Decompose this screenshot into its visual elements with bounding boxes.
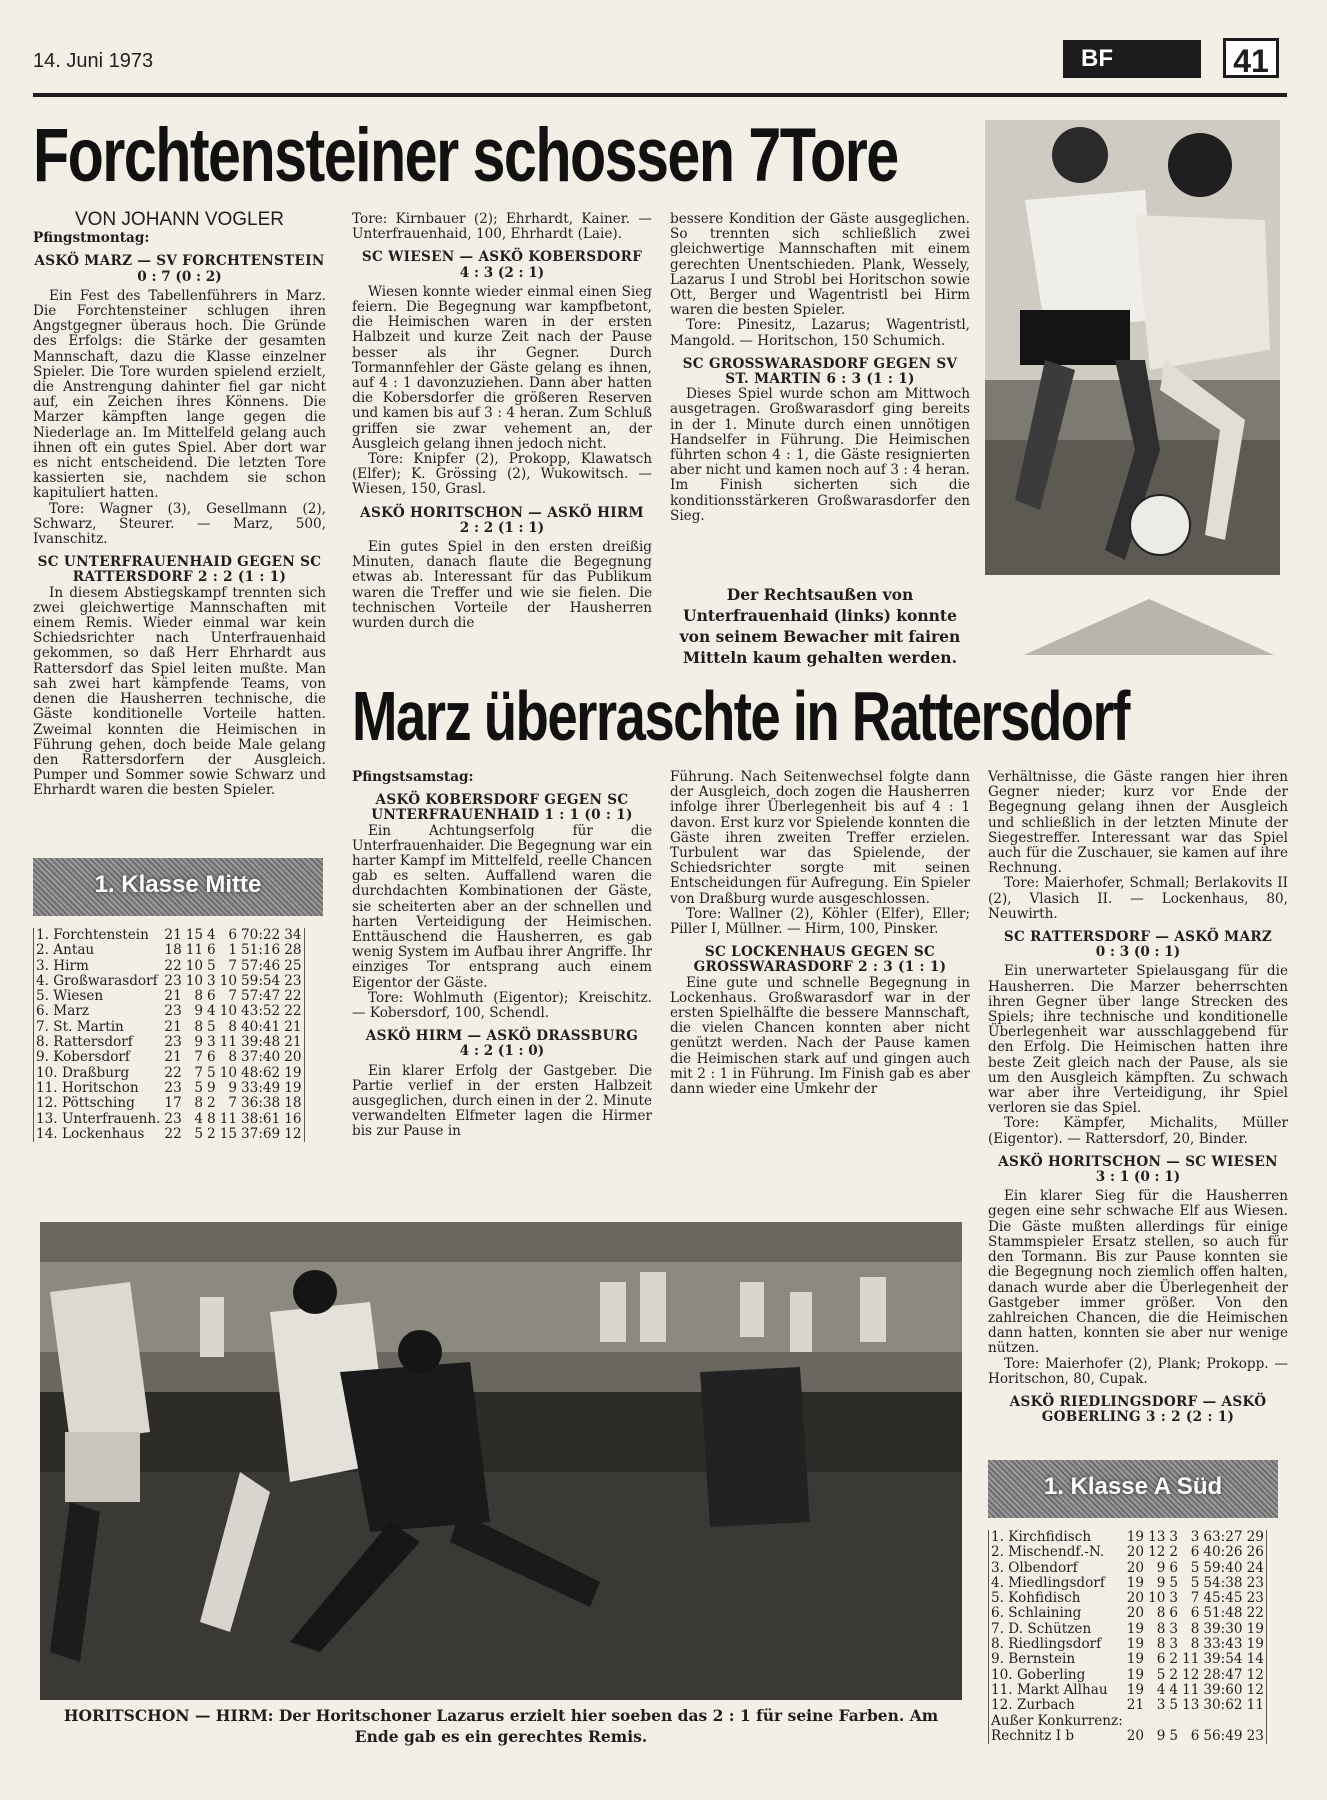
stat-cell: 8 xyxy=(228,1049,238,1066)
stat-cell: 22 xyxy=(284,988,302,1005)
day-label: Pfingstmontag: xyxy=(33,230,150,247)
stat-cell: 14 xyxy=(1246,1651,1264,1668)
table-row xyxy=(34,1035,305,1050)
team-name: 4. Großwarasdorf xyxy=(36,972,158,989)
stat-cell: 43:52 xyxy=(241,1003,281,1020)
stat-cell: 2 xyxy=(1169,1651,1179,1668)
stat-cell: 5 xyxy=(1156,1666,1166,1683)
stat-cell: 39:30 xyxy=(1203,1620,1243,1637)
stat-cell: 21 xyxy=(164,1049,182,1066)
team-name: 8. Rattersdorf xyxy=(36,1034,133,1051)
stat-cell: 5 xyxy=(194,1125,204,1142)
stat-cell: 6 xyxy=(207,942,216,959)
stat-cell: 19 xyxy=(1246,1620,1264,1637)
stat-cell: 18 xyxy=(284,1095,302,1112)
table-row xyxy=(989,1561,1267,1576)
stat-cell: 59:40 xyxy=(1203,1559,1243,1576)
stat-cell: 19 xyxy=(1126,1651,1145,1668)
stat-cell: 4 xyxy=(1156,1681,1166,1698)
stat-cell: 7 xyxy=(228,1095,238,1112)
stat-cell: 6 xyxy=(1190,1727,1200,1744)
stat-cell: 20 xyxy=(1126,1605,1145,1622)
table-row xyxy=(989,1606,1267,1621)
stat-cell: 6 xyxy=(1190,1605,1200,1622)
stat-cell: 19 xyxy=(1126,1529,1145,1545)
team-name: 1. Kirchfidisch xyxy=(991,1529,1092,1545)
match-title: SC GROSSWARASDORF GEGEN SV ST. MARTIN 6 : 3 (1 : 1) xyxy=(682,355,958,388)
table-row xyxy=(989,1591,1267,1606)
stat-cell: 22 xyxy=(164,1125,182,1142)
stat-cell: 6 xyxy=(1169,1559,1179,1576)
stat-cell: 11 xyxy=(1246,1697,1264,1714)
article-paragraph: Führung. Nach Seitenwechsel folgte dann der Ausgleich, doch zogen die Hausherren infolge ihrer Überlegenheit bis auf 4 : 1 davon. Erst kurz vor Spielende konnten die Gäste ihren zweiten Treffer erzielen. Turbulent war das Spielende, der Schiedsrichter sorgte mit seinen Entscheidungen für Aufregung. Ein Spieler von Draßburg wurde ausgeschlossen. xyxy=(670,769,970,907)
standings-table-sued xyxy=(988,1460,1278,1744)
stat-cell: 8 xyxy=(1190,1620,1200,1637)
column-5 xyxy=(670,770,970,1097)
team-name: 1. Forchtenstein xyxy=(36,927,149,943)
table-row xyxy=(989,1545,1267,1560)
stat-cell: 20 xyxy=(1126,1544,1145,1561)
stat-cell: 7 xyxy=(194,1049,204,1066)
scorers-line: Tore: Wallner (2), Köhler (Elfer), Eller; Piller I, Müllner. — Hirm, 100, Pinsker. xyxy=(670,905,970,938)
stat-cell: 5 xyxy=(1169,1574,1179,1591)
table-row xyxy=(989,1637,1267,1652)
stat-cell: 57:46 xyxy=(241,957,281,974)
stat-cell: 8 xyxy=(1156,1636,1166,1653)
stat-cell: 37:40 xyxy=(241,1049,281,1066)
table-row xyxy=(989,1652,1267,1667)
stat-cell: 3 xyxy=(1190,1529,1200,1545)
stat-cell: 19 xyxy=(284,1064,302,1081)
team-name: Außer Konkurrenz: xyxy=(991,1712,1123,1729)
stat-cell: 23 xyxy=(164,1110,182,1127)
stat-cell: 51:16 xyxy=(241,942,281,959)
stat-cell: 13 xyxy=(1148,1529,1166,1545)
team-name: 9. Bernstein xyxy=(991,1651,1076,1668)
stat-cell: 5 xyxy=(1190,1559,1200,1576)
stat-cell: 9 xyxy=(1156,1574,1166,1591)
stat-cell: 3 xyxy=(1169,1620,1179,1637)
stat-cell: 21 xyxy=(284,1018,302,1035)
table-row xyxy=(34,928,305,943)
table-row xyxy=(989,1698,1267,1713)
table-row xyxy=(34,1112,305,1127)
scorers-line: Tore: Maierhofer, Schmall; Berlakovits II (2), Vlasich II. — Lockenhaus, 80, Neuwirth. xyxy=(988,875,1288,922)
table-row xyxy=(34,1127,305,1142)
stat-cell: 8 xyxy=(207,1110,216,1127)
stat-cell: 39:54 xyxy=(1203,1651,1243,1668)
article-paragraph: Wiesen konnte wieder einmal einen Sieg feiern. Die Begegnung war kampfbetont, die Heimischen waren in der ersten Halbzeit und kurze Zeit nach der Pause besser als ihr Gegner. Durch Tormannfehler der Gäste gelang es ihnen, auf 4 : 1 davonzuziehen. Dann aber hatten die Kobersdorfer die größeren Reserven und kamen bis auf 3 : 4 heran. Zum Schluß griffen sie zwar vehement an, der Ausgleich gelang ihnen jedoch nicht. xyxy=(352,283,652,452)
stat-cell: 4 xyxy=(1169,1681,1179,1698)
article-paragraph: Verhältnisse, die Gäste rangen hier ihren Gegner nieder; kurz vor Ende der Begegnung gelang ihnen der Ausgleich und schließlich in der letzten Minute der Siegestreffer. Interessant war das Spiel auch für die Zuschauer, sie kamen auf ihre Rechnung. xyxy=(988,769,1288,877)
table-row xyxy=(989,1668,1267,1683)
masthead-rule xyxy=(33,93,1287,97)
stat-cell: 11 xyxy=(219,1034,238,1051)
table-row xyxy=(34,959,305,974)
stat-cell: 3 xyxy=(1169,1529,1179,1545)
match-result: 4 : 3 (2 : 1) xyxy=(459,264,545,281)
column-2 xyxy=(352,212,652,631)
stat-cell: 5 xyxy=(207,1064,216,1081)
scorers-line: Tore: Kämpfer, Michalits, Müller (Eigentor). — Rattersdorf, 20, Binder. xyxy=(988,1115,1288,1147)
stat-cell: 20 xyxy=(1126,1727,1145,1744)
stat-cell: 36:38 xyxy=(241,1095,281,1112)
stat-cell xyxy=(1180,1714,1201,1729)
table-row xyxy=(34,989,305,1004)
stat-cell: 23 xyxy=(164,1003,182,1020)
stat-cell: 19 xyxy=(1126,1666,1145,1683)
stat-cell xyxy=(1245,1714,1267,1729)
stat-cell: 3 xyxy=(207,1034,216,1051)
stat-cell: 23 xyxy=(164,1079,182,1096)
scorers-line: Tore: Wagner (3), Gesellmann (2), Schwarz, Steurer. — Marz, 500, Ivanschitz. xyxy=(33,500,326,548)
stat-cell: 20 xyxy=(1126,1559,1145,1576)
team-name: 7. D. Schützen xyxy=(991,1620,1092,1637)
article-paragraph: Dieses Spiel wurde schon am Mittwoch ausgetragen. Großwarasdorf ging bereits in der 1. Minute durch einen unnötigen Handselfer in Führung. Die Heimischen führten schon 4 : 1, die Gäste resignierten aber nicht und kamen noch auf 3 : 4 heran. Im Finish sicherten sich die konditionsstärkeren Großwarasdorfer den Sieg. xyxy=(670,386,970,524)
stat-cell: 11 xyxy=(219,1110,238,1127)
stat-cell: 10 xyxy=(185,972,204,989)
stat-cell: 7 xyxy=(194,1064,204,1081)
match-result: 2 : 2 (1 : 1) xyxy=(459,519,545,536)
team-name: 3. Hirm xyxy=(36,957,89,974)
article-paragraph: bessere Kondition der Gäste ausgeglichen. So trennten sich schließlich zwei gleichwertige Mannschaften mit einem gerechten Unentschieden. Plank, Wessely, Lazarus I und Strobl bei Horitschon sowie Ott, Berger und Wagentristl bei Hirm waren die besten Spieler. xyxy=(670,211,970,319)
team-name: 3. Olbendorf xyxy=(991,1559,1078,1576)
stat-cell: 12 xyxy=(1246,1666,1264,1683)
team-name: 6. Marz xyxy=(36,1003,89,1020)
stat-cell: 28:47 xyxy=(1203,1666,1243,1683)
table-row xyxy=(34,1066,305,1081)
stat-cell: 10 xyxy=(219,1064,238,1081)
stat-cell: 23 xyxy=(284,972,302,989)
stat-cell: 39:48 xyxy=(241,1034,281,1051)
table-row xyxy=(989,1714,1267,1729)
stat-cell: 30:62 xyxy=(1203,1697,1243,1714)
stat-cell: 8 xyxy=(228,1018,238,1035)
team-name: 9. Kobersdorf xyxy=(36,1049,130,1066)
stat-cell: 23 xyxy=(1246,1574,1264,1591)
scorers-line: Tore: Kirnbauer (2); Ehrhardt, Kainer. — Unterfrauenhaid, 100, Ehrhardt (Laie). xyxy=(352,211,652,243)
team-name: Rechnitz I b xyxy=(991,1727,1075,1744)
stat-cell: 2 xyxy=(1169,1544,1179,1561)
team-name: 12. Pöttsching xyxy=(36,1095,135,1112)
table-row xyxy=(34,1020,305,1035)
article-paragraph: Ein gutes Spiel in den ersten dreißig Minuten, danach flaute die Begegnung etwas ab. Interessant für das Publikum waren die Treffer und wie sie fielen. Die technischen Vorteile der Hausherren wurden durch die xyxy=(352,539,652,632)
match-result: 3 : 1 (0 : 1) xyxy=(1095,1169,1181,1186)
stat-cell: 6 xyxy=(1190,1544,1200,1561)
stat-cell: 33:49 xyxy=(241,1079,281,1096)
table-row xyxy=(34,1050,305,1065)
stat-cell: 3 xyxy=(1156,1697,1166,1714)
table-row xyxy=(989,1683,1267,1698)
second-headline: Marz überraschte in Rattersdorf xyxy=(352,677,1129,755)
column-6 xyxy=(988,770,1288,1425)
photo-match-scene xyxy=(40,1222,962,1700)
standings-rows xyxy=(33,928,305,1142)
article-paragraph: Ein unerwarteter Spielausgang für die Hausherren. Die Marzer beherrschten ihren Gegner über lange Strecken des Spiels; ihre technische und konditionelle Überlegenheit war ausschlaggebend für den Erfolg. Die Heimischen hatten ihre beste Zeit gleich nach der Pause, als sie um den Ausgleich kämpften. Zu schwach war aber ihre Verteidigung, ihr Spiel verloren sie das Spiel. xyxy=(988,963,1288,1117)
match-title: ASKÖ HIRM — ASKÖ DRASSBURG xyxy=(365,1028,639,1045)
table-title: 1. Klasse A Süd xyxy=(1043,1473,1223,1500)
stat-cell: 8 xyxy=(1156,1620,1166,1637)
main-headline: Forchtensteiner schossen 7Tore xyxy=(33,113,898,198)
match-title: SC RATTERSDORF — ASKÖ MARZ xyxy=(1003,929,1273,946)
stat-cell: 6 xyxy=(207,988,216,1005)
stat-cell: 9 xyxy=(207,1079,216,1096)
stat-cell: 10 xyxy=(219,972,238,989)
match-result: 0 : 7 (0 : 2) xyxy=(137,268,222,285)
stat-cell: 28 xyxy=(284,942,302,959)
scorers-line: Tore: Maierhofer (2), Plank; Prokopp. — Horitschon, 80, Cupak. xyxy=(988,1355,1288,1387)
stat-cell: 9 xyxy=(194,1003,204,1020)
match-title: ASKÖ HORITSCHON — ASKÖ HIRM xyxy=(360,504,644,521)
stat-cell: 20 xyxy=(284,1049,302,1066)
stat-cell: 8 xyxy=(1190,1636,1200,1653)
article-paragraph: In diesem Abstiegskampf trennten sich zwei gleichwertige Mannschaften mit einem Remis. Wieder einmal war kein Schiedsrichter nach Unterfrauenhaid gekommen, so daß Herr Ehrhardt aus Rattersdorf das Spiel leiten mußte. Man sah zwei hart kämpfende Teams, von denen die Hausherren technische, die Gäste konditionelle Vorteile hatten. Zweimal konnten die Heimischen in Führung gehen, doch beide Male gelang den Rattersdorfern der Ausgleich. Pumper und Sommer sowie Schwarz und Ehrhardt waren die besten Spieler. xyxy=(33,584,326,799)
stat-cell: 11 xyxy=(1182,1681,1200,1698)
team-name: 6. Schlaining xyxy=(991,1605,1082,1622)
stat-cell: 5 xyxy=(1169,1727,1179,1744)
page-number: 41 xyxy=(1223,38,1279,78)
stat-cell: 23 xyxy=(1246,1727,1264,1744)
stat-cell: 37:69 xyxy=(241,1125,281,1142)
stat-cell: 16 xyxy=(284,1110,302,1127)
stat-cell: 12 xyxy=(1148,1544,1166,1561)
match-title: ASKÖ KOBERSDORF GEGEN SC UNTERFRAUENHAID 1 : 1 (0 : 1) xyxy=(371,792,633,824)
table-row xyxy=(989,1622,1267,1637)
stat-cell: 23 xyxy=(164,1034,182,1051)
decorative-triangle xyxy=(1024,599,1274,655)
stat-cell: 33:43 xyxy=(1203,1636,1243,1653)
stat-cell: 29 xyxy=(1246,1529,1264,1545)
scorers-line: Tore: Knipfer (2), Prokopp, Klawatsch (Elfer); K. Grössing (2), Wukowitsch. — Wiesen, 150, Grasl. xyxy=(352,451,652,498)
issue-date: 14. Juni 1973 xyxy=(33,50,154,72)
stat-cell: 11 xyxy=(185,942,204,959)
stat-cell: 3 xyxy=(1169,1590,1179,1607)
stat-cell: 3 xyxy=(1169,1636,1179,1653)
stat-cell: 6 xyxy=(207,1049,216,1066)
stat-cell: 9 xyxy=(1156,1727,1166,1744)
match-result: 0 : 3 (0 : 1) xyxy=(1095,944,1181,961)
team-name: 12. Zurbach xyxy=(991,1697,1075,1714)
stat-cell: 59:54 xyxy=(241,972,281,989)
stat-cell: 40:26 xyxy=(1203,1544,1243,1561)
stat-cell: 8 xyxy=(194,988,204,1005)
table-row xyxy=(34,974,305,989)
stat-cell: 10 xyxy=(185,957,204,974)
stat-cell: 63:27 xyxy=(1203,1529,1243,1545)
article-paragraph: Ein Achtungserfolg für die Unterfrauenhaider. Die Begegnung war ein harter Kampf im Mittelfeld, reelle Chancen gab es selten. Auffallend waren die durchdachten Kombinationen der Gäste, sie scheiterten aber an der schnellen und harten Verteidigung der Heimischen. Enttäuschend die Hausherren, es gab wenig System im Aufbau ihrer Angriffe. Ihr einziges Tor entsprang auch einem Eigentor der Gäste. xyxy=(352,822,652,991)
stat-cell xyxy=(1201,1714,1244,1729)
paper-label: BF xyxy=(1063,40,1201,78)
stat-cell: 22 xyxy=(164,1064,182,1081)
stat-cell: 23 xyxy=(164,972,182,989)
stat-cell: 5 xyxy=(1169,1697,1179,1714)
stat-cell: 2 xyxy=(207,1125,216,1142)
stat-cell: 56:49 xyxy=(1203,1727,1243,1744)
stat-cell: 5 xyxy=(1190,1574,1200,1591)
table-row xyxy=(34,1004,305,1019)
match-title: SC LOCKENHAUS GEGEN SC GROSSWARASDORF 2 : 3 (1 : 1) xyxy=(693,944,947,976)
stat-cell: 24 xyxy=(1246,1559,1264,1576)
stat-cell: 22 xyxy=(164,957,182,974)
stat-cell: 5 xyxy=(207,1018,216,1035)
stat-cell: 40:41 xyxy=(241,1018,281,1035)
scorers-line: Tore: Wohlmuth (Eigentor); Kreischitz. — Kobersdorf, 100, Schendl. xyxy=(352,989,652,1022)
stat-cell: 21 xyxy=(164,988,182,1005)
stat-cell: 10 xyxy=(1148,1590,1166,1607)
match-title: ASKÖ HORITSCHON — SC WIESEN xyxy=(998,1153,1278,1170)
stat-cell: 7 xyxy=(228,957,238,974)
stat-cell: 25 xyxy=(284,957,302,974)
stat-cell xyxy=(1146,1714,1167,1729)
table-row xyxy=(989,1729,1267,1744)
table-row xyxy=(34,1081,305,1096)
team-name: 2. Antau xyxy=(36,942,95,959)
stat-cell: 3 xyxy=(207,972,216,989)
team-name: 14. Lockenhaus xyxy=(36,1125,145,1142)
article-paragraph: Ein klarer Erfolg der Gastgeber. Die Partie verlief in der ersten Halbzeit ausgeglichen, durch einen in der 2. Minute verwandelten Elfmeter lagen die Hirmer bis zur Pause in xyxy=(352,1062,652,1140)
stat-cell: 1 xyxy=(228,942,238,959)
stat-cell: 9 xyxy=(228,1079,238,1096)
stat-cell: 6 xyxy=(1169,1605,1179,1622)
stat-cell: 48:62 xyxy=(241,1064,281,1081)
stat-cell: 23 xyxy=(1246,1590,1264,1607)
team-name: 10. Goberling xyxy=(991,1666,1086,1683)
stat-cell: 54:38 xyxy=(1203,1574,1243,1591)
stat-cell: 34 xyxy=(284,927,302,943)
stat-cell: 21 xyxy=(1126,1697,1145,1714)
article-paragraph: Ein klarer Sieg für die Hausherren gegen eine sehr schwache Elf aus Wiesen. Die Gäste mußten allerdings für einige Stammspieler Ersatz stellen, so auch für den Tormann. Bis zur Pause konnten sie die Begegnung noch ziemlich offen halten, danach wurde aber die Überlegenheit der Gastgeber immer größer. Von den zahlreichen Chancen, die die Heimischen dann hatten, konnten sie aber nur wenige nützen. xyxy=(988,1188,1288,1357)
team-name: 2. Mischendf.-N. xyxy=(991,1544,1105,1561)
stat-cell: 12 xyxy=(1246,1681,1264,1698)
table-title-band xyxy=(33,858,323,916)
team-name: 11. Horitschon xyxy=(36,1079,139,1096)
stat-cell: 6 xyxy=(1156,1651,1166,1668)
team-name: 8. Riedlingsdorf xyxy=(991,1636,1102,1653)
stat-cell: 19 xyxy=(1126,1636,1145,1653)
standings-table-mitte xyxy=(33,858,323,1142)
stat-cell: 19 xyxy=(284,1079,302,1096)
stat-cell: 5 xyxy=(194,1079,204,1096)
stat-cell: 21 xyxy=(284,1034,302,1051)
photo-caption-bottom: HORITSCHON — HIRM: Der Horitschoner Lazarus erzielt hier soeben das 2 : 1 für seine Farben. Am Ende gab es ein gerechtes Remis. xyxy=(63,1706,939,1746)
team-name: 11. Markt Allhau xyxy=(991,1681,1108,1698)
stat-cell: 22 xyxy=(1246,1605,1264,1622)
team-name: 7. St. Martin xyxy=(36,1018,124,1035)
team-name: 5. Wiesen xyxy=(36,988,104,1005)
stat-cell: 19 xyxy=(1246,1636,1264,1653)
byline: VON JOHANN VOGLER xyxy=(74,209,285,230)
column-4 xyxy=(352,770,652,1140)
stat-cell: 5 xyxy=(207,957,216,974)
stat-cell: 9 xyxy=(1156,1559,1166,1576)
column-3 xyxy=(670,212,970,524)
stat-cell: 20 xyxy=(1126,1590,1145,1607)
table-row xyxy=(34,1096,305,1111)
table-row xyxy=(34,943,305,958)
stat-cell: 15 xyxy=(185,927,204,943)
team-name: 13. Unterfrauenh. xyxy=(36,1110,161,1127)
table-row xyxy=(989,1576,1267,1591)
table-title: 1. Klasse Mitte xyxy=(94,871,262,898)
stat-cell: 22 xyxy=(284,1003,302,1020)
column-1 xyxy=(33,209,326,799)
match-title: ASKÖ RIEDLINGSDORF — ASKÖ GOBERLING 3 : 2 (2 : 1) xyxy=(1009,1393,1267,1426)
scorers-line: Tore: Pinesitz, Lazarus; Wagentristl, Mangold. — Horitschon, 150 Schumich. xyxy=(670,317,970,349)
stat-cell: 57:47 xyxy=(241,988,281,1005)
stat-cell: 4 xyxy=(207,927,216,943)
stat-cell xyxy=(1167,1714,1180,1729)
stat-cell: 11 xyxy=(1182,1651,1200,1668)
stat-cell: 19 xyxy=(1126,1620,1145,1637)
stat-cell: 38:61 xyxy=(241,1110,281,1127)
match-title: SC UNTERFRAUENHAID GEGEN SC RATTERSDORF 2 : 2 (1 : 1) xyxy=(37,554,322,586)
stat-cell: 18 xyxy=(164,942,182,959)
match-result: 4 : 2 (1 : 0) xyxy=(459,1043,545,1060)
stat-cell: 4 xyxy=(207,1003,216,1020)
stat-cell: 21 xyxy=(164,927,182,943)
stat-cell: 10 xyxy=(219,1003,238,1020)
stat-cell: 70:22 xyxy=(241,927,281,943)
stat-cell: 8 xyxy=(194,1095,204,1112)
stat-cell: 12 xyxy=(284,1125,302,1142)
stat-cell: 26 xyxy=(1246,1544,1264,1561)
standings-rows xyxy=(988,1530,1267,1744)
stat-cell: 7 xyxy=(1190,1590,1200,1607)
stat-cell: 6 xyxy=(228,927,238,943)
stat-cell: 45:45 xyxy=(1203,1590,1243,1607)
stat-cell: 51:48 xyxy=(1203,1605,1243,1622)
stat-cell: 12 xyxy=(1182,1666,1200,1683)
article-paragraph: Eine gute und schnelle Begegnung in Lockenhaus. Großwarasdorf war in der ersten Spielhälfte die bessere Mannschaft, die vielen Chancen konnten aber nicht genützt werden. Nach der Pause kamen die Heimischen stark auf und gingen auch mit 2 : 1 in Führung. Im Finish gab es aber dann wieder eine Umkehr der xyxy=(670,974,970,1098)
stat-cell: 13 xyxy=(1182,1697,1200,1714)
match-title: SC WIESEN — ASKÖ KOBERSDORF xyxy=(361,249,643,266)
article-paragraph: Ein Fest des Tabellenführers in Marz. Die Forchtensteiner schlugen ihren Angstgegner überaus hoch. Die Gründe des Erfolgs: die Stärke der gesamten Mannschaft, dazu die Klasse einzelner Spieler. Die Tore wurden spielend erzielt, die Anstrengung dahinter fiel gar nicht auf, ein Zeichen ihres Könnens. Die Marzer kämpften lange gegen die Niederlage an. Im Mittelfeld gelang auch ihnen oft ein gutes Spiel. Aber dort war es nicht entscheidend. Die letzten Tore kassierten sie, nachdem sie schon kapituliert hatten. xyxy=(33,287,326,502)
team-name: 10. Draßburg xyxy=(36,1064,130,1081)
photo-players-duel xyxy=(985,120,1280,575)
table-title-band xyxy=(988,1460,1278,1518)
stat-cell: 9 xyxy=(194,1034,204,1051)
stat-cell: 8 xyxy=(1156,1605,1166,1622)
team-name: 5. Kohfidisch xyxy=(991,1590,1081,1607)
stat-cell: 15 xyxy=(219,1125,238,1142)
stat-cell xyxy=(1125,1714,1146,1729)
stat-cell: 19 xyxy=(1126,1574,1145,1591)
team-name: 4. Miedlingsdorf xyxy=(991,1574,1105,1591)
stat-cell: 4 xyxy=(194,1110,204,1127)
table-row xyxy=(989,1530,1267,1545)
stat-cell: 2 xyxy=(207,1095,216,1112)
stat-cell: 21 xyxy=(164,1018,182,1035)
match-title: ASKÖ MARZ — SV FORCHTENSTEIN xyxy=(34,253,325,270)
stat-cell: 39:60 xyxy=(1203,1681,1243,1698)
stat-cell: 19 xyxy=(1126,1681,1145,1698)
stat-cell: 2 xyxy=(1169,1666,1179,1683)
stat-cell: 17 xyxy=(164,1095,182,1112)
photo-caption-top: Der Rechtsaußen von Unterfrauenhaid (links) konnte von seinem Bewacher mit fairen Mitteln kaum gehalten werden. xyxy=(679,585,961,667)
stat-cell: 7 xyxy=(228,988,238,1005)
day-label: Pfingstsamstag: xyxy=(352,769,474,785)
stat-cell: 8 xyxy=(194,1018,204,1035)
